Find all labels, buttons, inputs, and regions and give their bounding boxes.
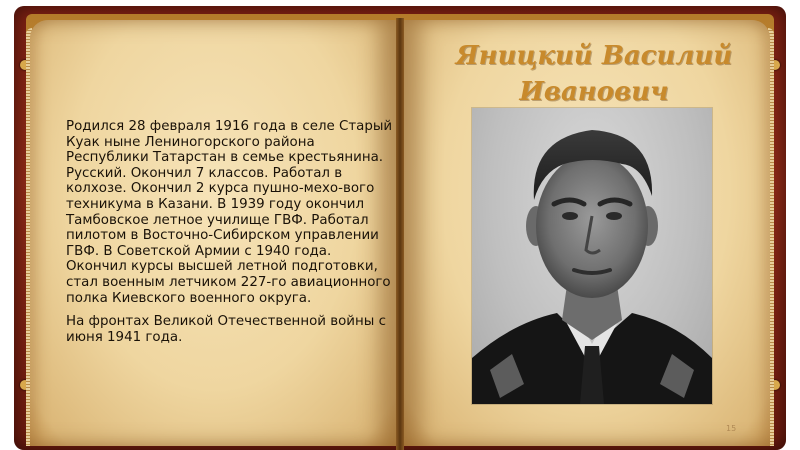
page-title: Яницкий Василий Иванович xyxy=(455,41,733,107)
portrait-photo xyxy=(472,108,712,404)
biography-paragraph: Родился 28 февраля 1916 года в селе Старый Куак ныне Лениногорского района Республики Татарстан в семье крестьянина. Русский. Окончил 7 классов. Работал в колхозе. Окончил 2 курса пушно-мехо-вого техникума в Казани. В 1939 году окончил Тамбовское летное училище ГВФ. Работал пилотом в Восточно-Сибирском управлении ГВФ. В Советской Армии с 1940 года. Окончил курсы высшей летной подготовки, стал военным летчиком 227-го авиационного полка Киевского военного округа. xyxy=(66,119,393,306)
biography-text xyxy=(66,119,396,353)
page-number: 15 xyxy=(726,424,737,433)
portrait-image xyxy=(472,108,712,404)
book-spine xyxy=(396,18,404,450)
biography-paragraph: На фронтах Великой Отечественной войны с июня 1941 года. xyxy=(66,314,386,345)
